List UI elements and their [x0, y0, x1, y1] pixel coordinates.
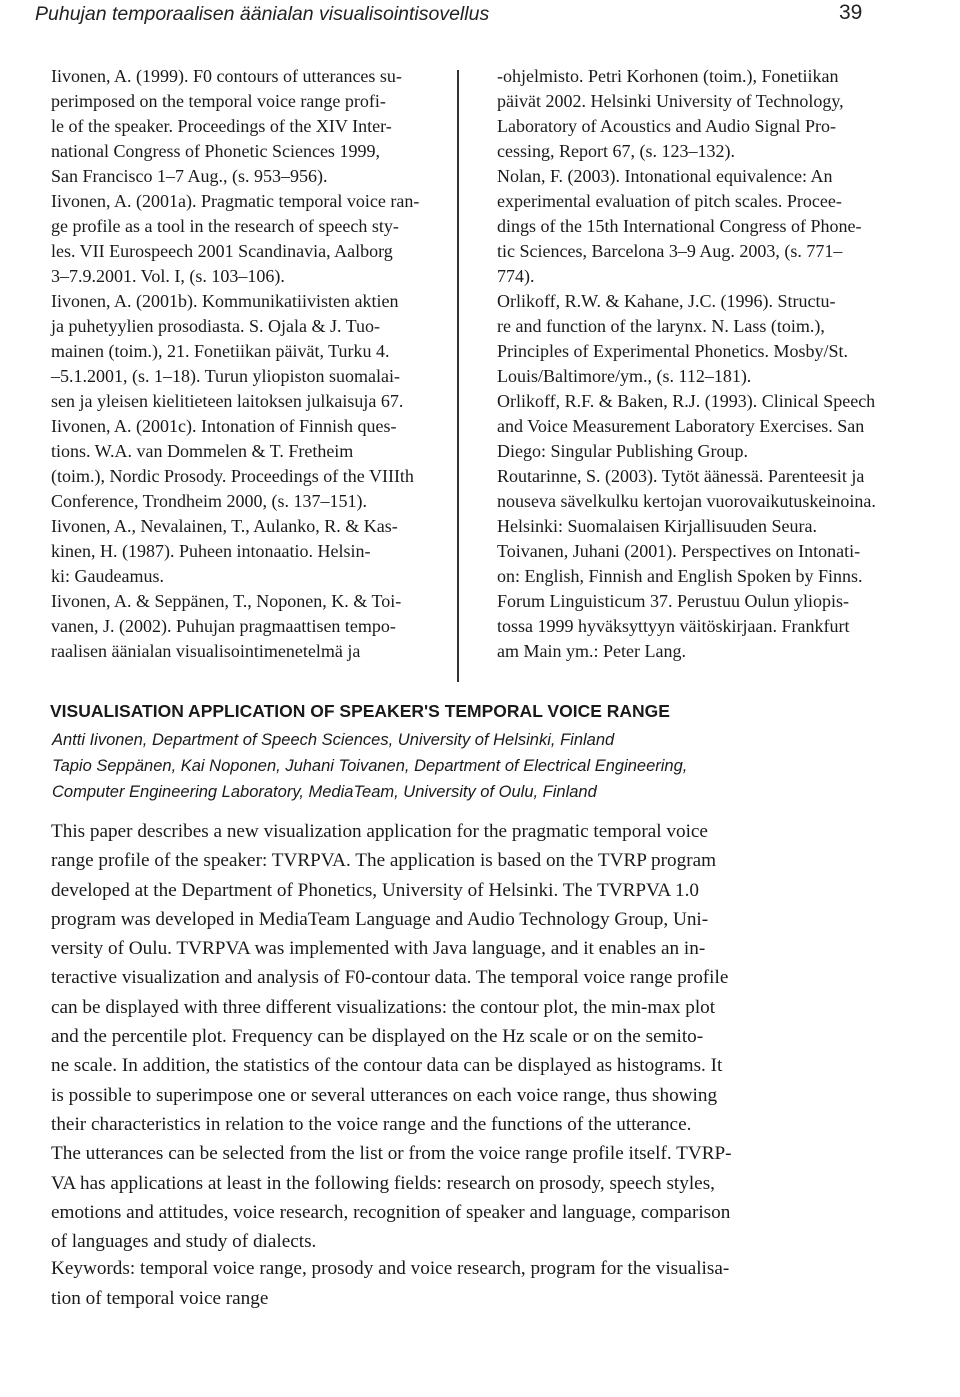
reference-entry [51, 64, 451, 189]
reference-entry [497, 539, 907, 664]
abstract-line: teractive visualization and analysis of F0-contour data. The temporal voice range profile [51, 967, 729, 989]
reference-line: Louis/Baltimore/ym., (s. 112–181). [497, 366, 752, 386]
affiliation-line: Tapio Seppänen, Kai Noponen, Juhani Toivanen, Department of Electrical Engineering, [52, 757, 688, 775]
reference-entry [51, 514, 451, 589]
reference-line: les. VII Eurospeech 2001 Scandinavia, Aalborg [51, 241, 393, 261]
keywords-label: Keywords: [51, 1258, 136, 1279]
reference-line: nouseva sävelkulku kertojan vuorovaikutuskeinoina. [497, 491, 876, 511]
reference-line: Orlikoff, R.F. & Baken, R.J. (1993). Clinical Speech [497, 391, 876, 411]
abstract-line: and the percentile plot. Frequency can be displayed on the Hz scale or on the semito- [51, 1026, 704, 1048]
reference-line: -ohjelmisto. Petri Korhonen (toim.), Fonetiikan [497, 66, 839, 86]
affiliation-line: Antti Iivonen, Department of Speech Sciences, University of Helsinki, Finland [52, 731, 615, 749]
abstract-body [51, 817, 732, 1256]
abstract-line: emotions and attitudes, voice research, recognition of speaker and language, comparison [51, 1201, 731, 1223]
reference-line: and Voice Measurement Laboratory Exercises. San [497, 416, 865, 436]
keywords-line: tion of temporal voice range [51, 1288, 269, 1309]
column-divider [457, 70, 459, 682]
abstract-line: versity of Oulu. TVRPVA was implemented with Java language, and it enables an in- [51, 938, 706, 960]
reference-line: raalisen äänialan visualisointimenetelmä ja [51, 641, 361, 661]
reference-line: Principles of Experimental Phonetics. Mosby/St. [497, 341, 848, 361]
abstract-line: range profile of the speaker: TVRPVA. The application is based on the TVRP program [51, 850, 717, 872]
abstract-line: developed at the Department of Phonetics, University of Helsinki. The TVRPVA 1.0 [51, 879, 700, 901]
abstract-title: VISUALISATION APPLICATION OF SPEAKER'S TEMPORAL VOICE RANGE [50, 701, 670, 721]
reference-line: Iivonen, A. & Seppänen, T., Noponen, K. & Toi- [51, 591, 402, 611]
reference-entry [497, 164, 907, 289]
reference-line: Conference, Trondheim 2000, (s. 137–151). [51, 491, 367, 511]
references-left-column [51, 64, 451, 664]
reference-line: tic Sciences, Barcelona 3–9 Aug. 2003, (s. 771– [497, 241, 843, 261]
reference-line: päivät 2002. Helsinki University of Technology, [497, 91, 844, 111]
reference-line: Iivonen, A. (2001b). Kommunikatiivisten aktien [51, 291, 399, 311]
reference-line: Iivonen, A. (1999). F0 contours of utterances su- [51, 66, 402, 86]
reference-line: Laboratory of Acoustics and Audio Signal Pro- [497, 116, 836, 136]
abstract-line: can be displayed with three different visualizations: the contour plot, the min-max plot [51, 996, 716, 1018]
abstract-line: program was developed in MediaTeam Language and Audio Technology Group, Uni- [51, 908, 709, 930]
reference-entry [51, 414, 451, 514]
reference-line: Helsinki: Suomalaisen Kirjallisuuden Seura. [497, 516, 817, 536]
reference-line: mainen (toim.), 21. Fonetiikan päivät, Turku 4. [51, 341, 390, 361]
running-header-title: Puhujan temporaalisen äänialan visualisointisovellus [35, 3, 490, 25]
reference-line: Toivanen, Juhani (2001). Perspectives on Intonati- [497, 541, 861, 561]
reference-line: national Congress of Phonetic Sciences 1999, [51, 141, 380, 161]
reference-line: am Main ym.: Peter Lang. [497, 641, 686, 661]
abstract-line: This paper describes a new visualization application for the pragmatic temporal voice [51, 821, 708, 842]
reference-entry [51, 589, 451, 664]
reference-entry [497, 389, 907, 464]
reference-entry [497, 64, 907, 164]
reference-line: vanen, J. (2002). Puhujan pragmaattisen tempo- [51, 616, 396, 636]
reference-line: sen ja yleisen kielitieteen laitoksen julkaisuja 67. [51, 391, 404, 411]
reference-line: ge profile as a tool in the research of speech sty- [51, 216, 399, 236]
abstract-line: The utterances can be selected from the list or from the voice range profile itself. TVRP- [51, 1143, 732, 1165]
reference-line: Diego: Singular Publishing Group. [497, 441, 748, 461]
keywords-text: temporal voice range, prosody and voice research, program for the visualisa- [135, 1258, 730, 1279]
abstract-line: of languages and study of dialects. [51, 1231, 317, 1253]
reference-entry [51, 289, 451, 414]
reference-line: Iivonen, A., Nevalainen, T., Aulanko, R. & Kas- [51, 516, 398, 536]
abstract-line: ne scale. In addition, the statistics of the contour data can be displayed as histograms. It [51, 1055, 723, 1077]
abstract-line: is possible to superimpose one or several utterances on each voice range, thus showing [51, 1084, 718, 1106]
reference-entry [497, 289, 907, 389]
keywords-paragraph [51, 1254, 729, 1314]
affiliation-line: Computer Engineering Laboratory, MediaTeam, University of Oulu, Finland [52, 783, 597, 801]
reference-line: San Francisco 1–7 Aug., (s. 953–956). [51, 166, 328, 186]
reference-line: re and function of the larynx. N. Lass (toim.), [497, 316, 825, 336]
keywords-line [51, 1254, 729, 1284]
reference-line: experimental evaluation of pitch scales. Procee- [497, 191, 842, 211]
reference-line: Nolan, F. (2003). Intonational equivalence: An [497, 166, 833, 186]
reference-line: Iivonen, A. (2001c). Intonation of Finnish ques- [51, 416, 397, 436]
reference-line: (toim.), Nordic Prosody. Proceedings of the VIIIth [51, 466, 414, 486]
reference-line: –5.1.2001, (s. 1–18). Turun yliopiston suomalai- [51, 366, 401, 386]
reference-line: 3–7.9.2001. Vol. I, (s. 103–106). [51, 266, 285, 286]
reference-line: on: English, Finnish and English Spoken by Finns. [497, 566, 863, 586]
reference-line: perimposed on the temporal voice range profi- [51, 91, 386, 111]
references-right-column [497, 64, 907, 664]
abstract-line: their characteristics in relation to the voice range and the functions of the utterance. [51, 1113, 692, 1135]
reference-line: kinen, H. (1987). Puheen intonaatio. Helsin- [51, 541, 371, 561]
reference-line: Iivonen, A. (2001a). Pragmatic temporal voice ran- [51, 191, 420, 211]
reference-line: ki: Gaudeamus. [51, 566, 164, 586]
reference-line: Routarinne, S. (2003). Tytöt äänessä. Parenteesit ja [497, 466, 865, 486]
reference-line: Forum Linguisticum 37. Perustuu Oulun yliopis- [497, 591, 850, 611]
reference-entry [51, 189, 451, 289]
reference-entry [497, 464, 907, 539]
abstract-line: VA has applications at least in the following fields: research on prosody, speech styles, [51, 1172, 715, 1194]
author-affiliations [52, 727, 687, 805]
page-number: 39 [839, 1, 863, 24]
reference-line: ja puhetyylien prosodiasta. S. Ojala & J. Tuo- [51, 316, 380, 336]
reference-line: tions. W.A. van Dommelen & T. Fretheim [51, 441, 354, 461]
reference-line: dings of the 15th International Congress of Phone- [497, 216, 862, 236]
reference-line: le of the speaker. Proceedings of the XIV Inter- [51, 116, 392, 136]
reference-line: 774). [497, 266, 535, 286]
reference-line: tossa 1999 hyväksyttyyn väitöskirjaan. Frankfurt [497, 616, 850, 636]
reference-line: Orlikoff, R.W. & Kahane, J.C. (1996). Structu- [497, 291, 836, 311]
reference-line: cessing, Report 67, (s. 123–132). [497, 141, 735, 161]
